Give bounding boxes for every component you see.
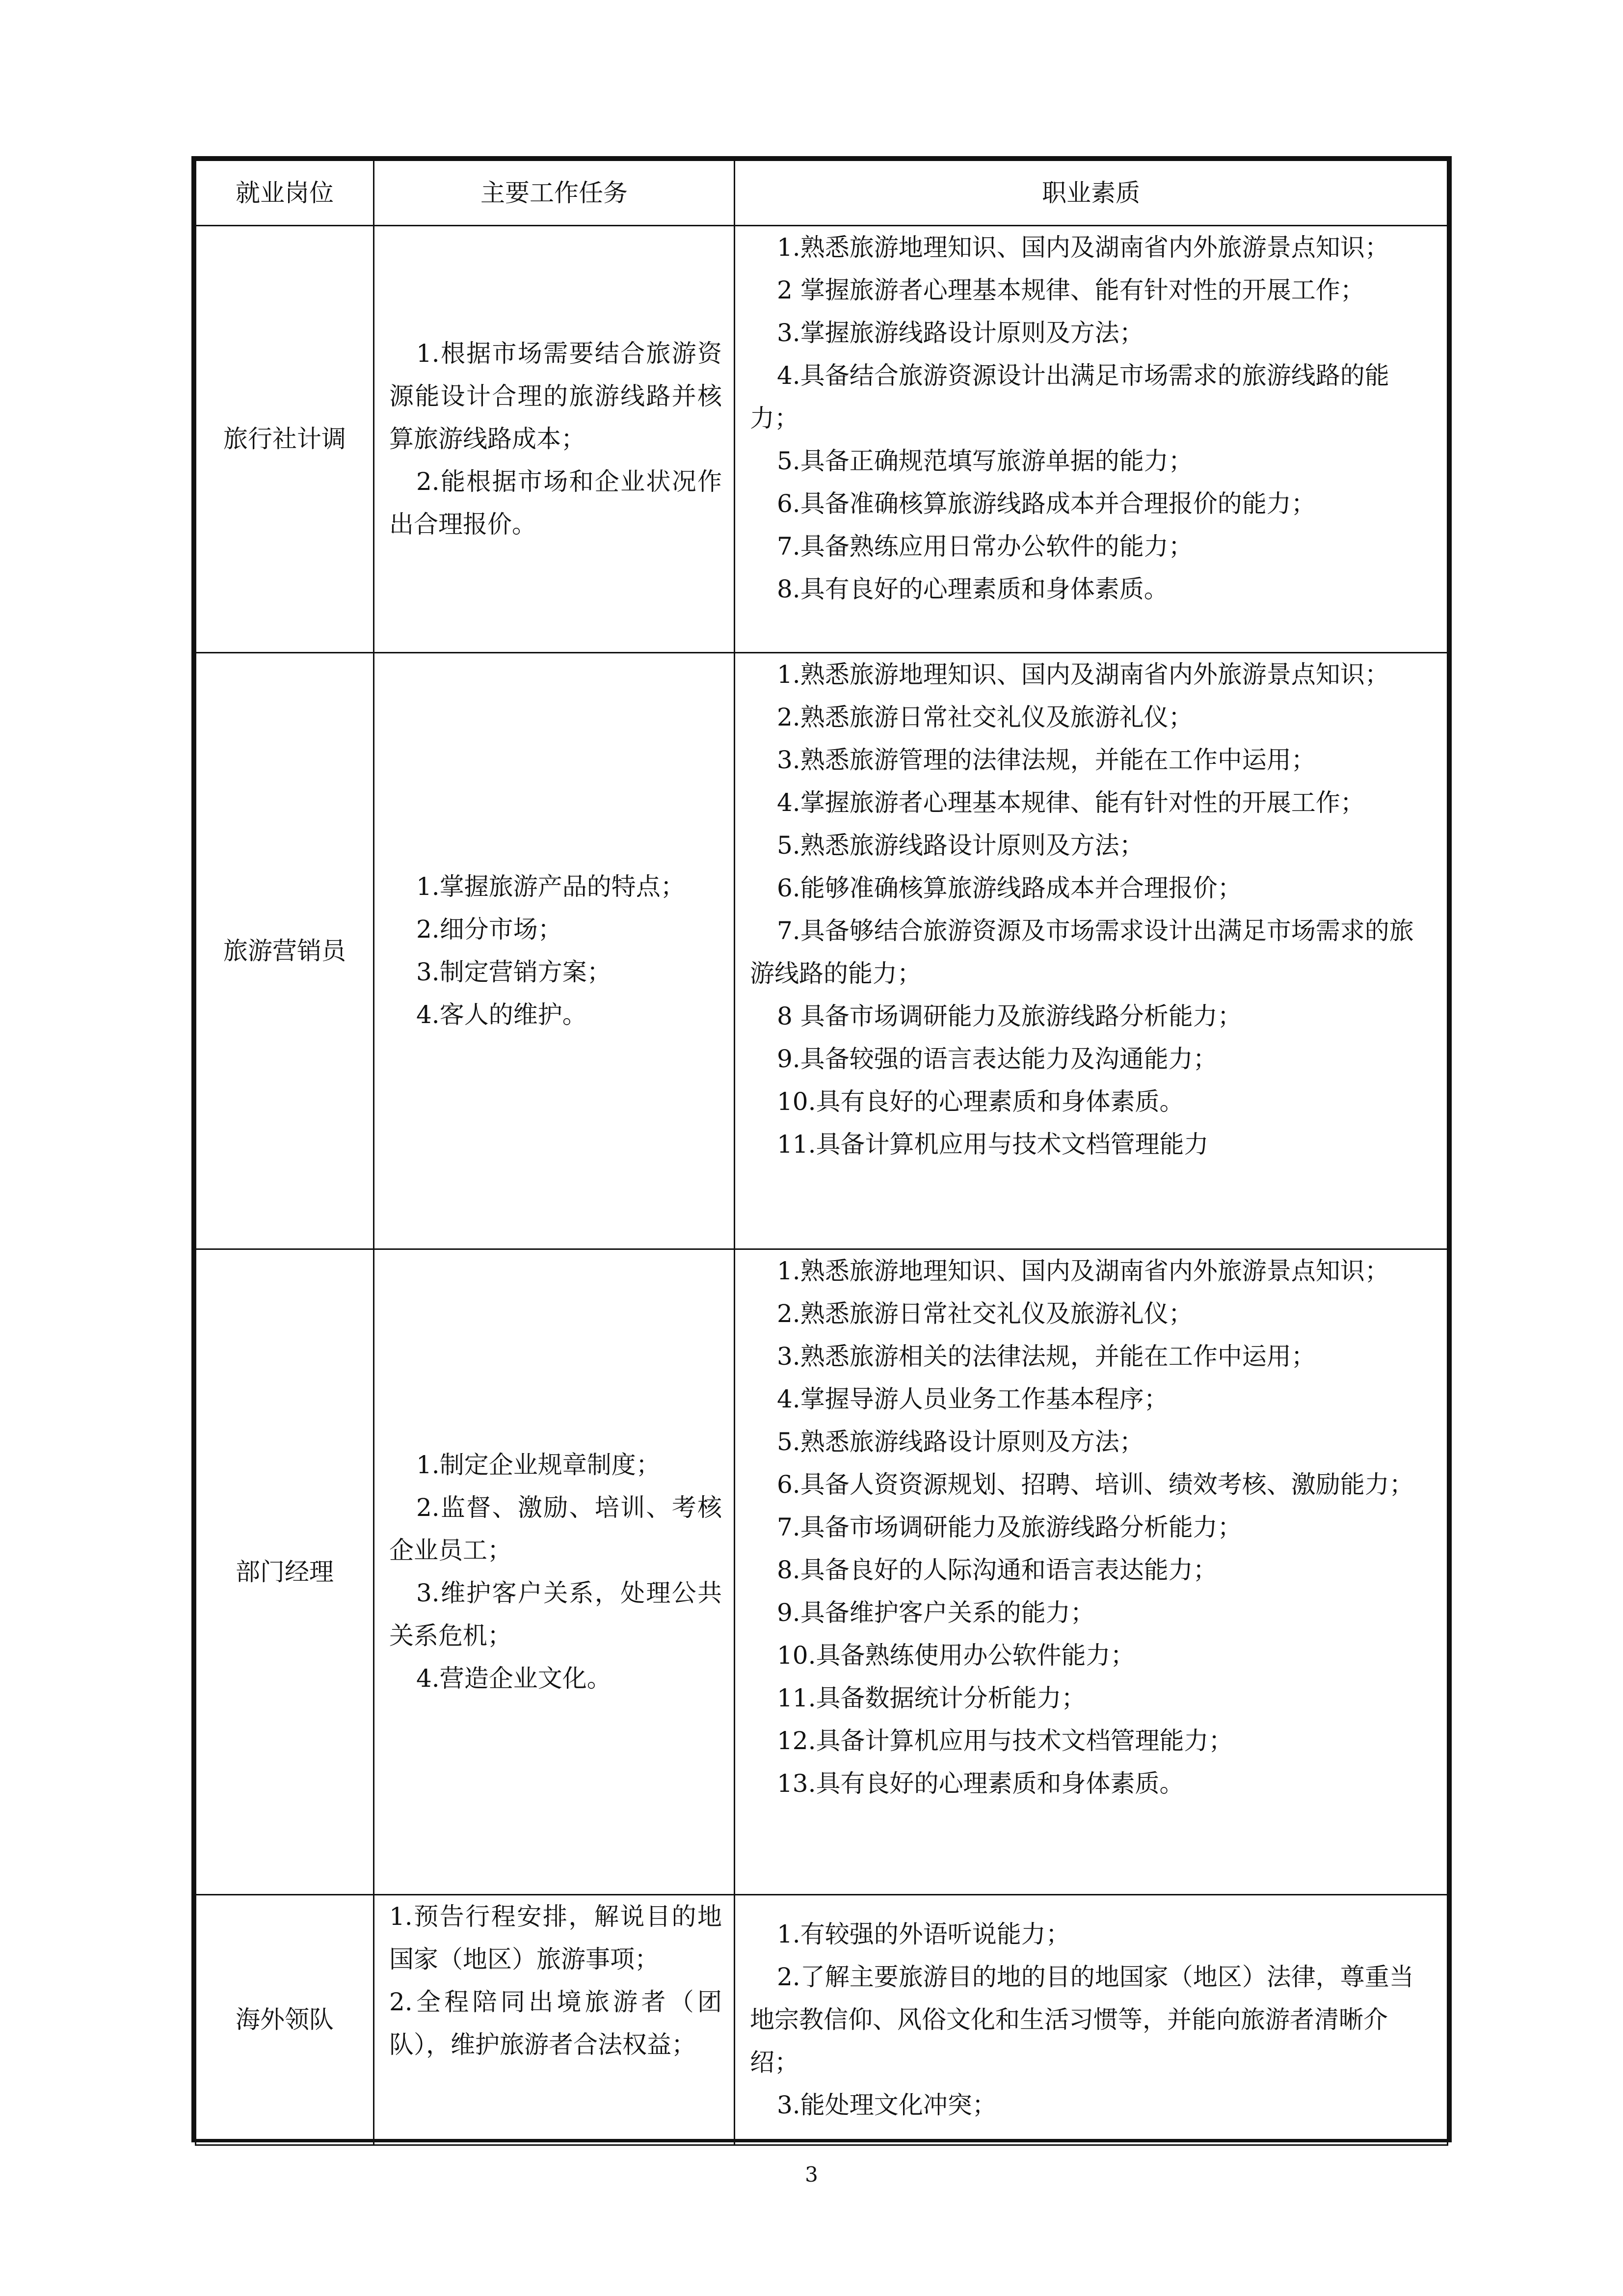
quality-item: 3.熟悉旅游管理的法律法规，并能在工作中运用；: [777, 746, 1316, 774]
header-tasks: 主要工作任务: [374, 161, 735, 226]
quality-item: 3.能处理文化冲突；: [777, 2091, 997, 2119]
quality-item: 6.具备准确核算旅游线路成本并合理报价的能力；: [777, 489, 1316, 518]
quality-item: 4.掌握旅游者心理基本规律、能有针对性的开展工作；: [777, 788, 1365, 817]
tasks-cell: [374, 226, 735, 653]
table-row: [196, 1895, 1448, 2145]
quality-item: 1.有较强的外语听说能力；: [777, 1920, 1070, 1948]
page-number: 3: [805, 2162, 818, 2187]
task-item: 4.营造企业文化。: [416, 1664, 612, 1693]
quality-item: 3.熟悉旅游相关的法律法规，并能在工作中运用；: [777, 1342, 1316, 1371]
quality-item: 8 具备市场调研能力及旅游线路分析能力；: [777, 1002, 1242, 1030]
post-cell: 海外领队: [196, 1895, 374, 2145]
quality-item: 3.掌握旅游线路设计原则及方法；: [777, 319, 1144, 347]
qualities-cell: [735, 653, 1448, 1249]
task-item: 1.掌握旅游产品的特点；: [416, 872, 685, 901]
quality-item: 1.熟悉旅游地理知识、国内及湖南省内外旅游景点知识；: [777, 233, 1389, 262]
task-item: 1.预告行程安排，解说目的地国家（地区）旅游事项；: [389, 1902, 722, 1973]
quality-item: 10.具备熟练使用办公软件能力；: [777, 1641, 1135, 1670]
quality-item: 7.具备够结合旅游资源及市场需求设计出满足市场需求的旅游线路的能力；: [750, 917, 1414, 988]
quality-item: 7.具备熟练应用日常办公软件的能力；: [777, 532, 1193, 561]
quality-item: 2.熟悉旅游日常社交礼仪及旅游礼仪；: [777, 1299, 1193, 1328]
qualities-cell: [735, 1249, 1448, 1895]
table-row: [196, 653, 1448, 1249]
quality-item: 4.掌握导游人员业务工作基本程序；: [777, 1385, 1169, 1413]
task-item: 1.根据市场需要结合旅游资源能设计合理的旅游线路并核算旅游线路成本；: [389, 339, 722, 453]
quality-item: 10.具有良好的心理素质和身体素质。: [777, 1087, 1184, 1116]
quality-item: 1.熟悉旅游地理知识、国内及湖南省内外旅游景点知识；: [777, 1257, 1389, 1285]
quality-item: 9.具备较强的语言表达能力及沟通能力；: [777, 1045, 1218, 1073]
quality-item: 4.具备结合旅游资源设计出满足市场需求的旅游线路的能力；: [750, 361, 1389, 432]
tasks-cell: [374, 653, 735, 1249]
header-row: [196, 161, 1448, 226]
task-item: 2.全程陪同出境旅游者（团队），维护旅游者合法权益；: [389, 1988, 722, 2059]
task-item: 2.监督、激励、培训、考核企业员工；: [389, 1493, 722, 1565]
table-row: [196, 226, 1448, 653]
job-qualification-table: [191, 156, 1452, 2142]
post-cell: 部门经理: [196, 1249, 374, 1895]
quality-item: 5.熟悉旅游线路设计原则及方法；: [777, 831, 1144, 860]
quality-item: 5.具备正确规范填写旅游单据的能力；: [777, 447, 1193, 475]
table: [195, 160, 1448, 2146]
quality-item: 8.具有良好的心理素质和身体素质。: [777, 575, 1169, 603]
task-item: 2.细分市场；: [416, 915, 562, 944]
quality-item: 11.具备数据统计分析能力；: [777, 1684, 1086, 1712]
task-item: 3.制定营销方案；: [416, 958, 612, 986]
quality-item: 7.具备市场调研能力及旅游线路分析能力；: [777, 1513, 1242, 1541]
tasks-cell: [374, 1249, 735, 1895]
table-row: [196, 1249, 1448, 1895]
task-item: 2.能根据市场和企业状况作出合理报价。: [389, 467, 722, 539]
quality-item: 5.熟悉旅游线路设计原则及方法；: [777, 1428, 1144, 1456]
post-cell: 旅行社计调: [196, 226, 374, 653]
tasks-cell: [374, 1895, 735, 2145]
quality-item: 2 掌握旅游者心理基本规律、能有针对性的开展工作；: [777, 276, 1365, 304]
quality-item: 6.具备人资资源规划、招聘、培训、绩效考核、激励能力；: [777, 1470, 1414, 1499]
header-qualities: 职业素质: [735, 161, 1448, 226]
quality-item: 9.具备维护客户关系的能力；: [777, 1598, 1095, 1627]
qualities-cell: [735, 226, 1448, 653]
quality-item: 1.熟悉旅游地理知识、国内及湖南省内外旅游景点知识；: [777, 660, 1389, 689]
quality-item: 6.能够准确核算旅游线路成本并合理报价；: [777, 874, 1242, 902]
quality-item: 2.熟悉旅游日常社交礼仪及旅游礼仪；: [777, 703, 1193, 731]
task-item: 4.客人的维护。: [416, 1000, 587, 1029]
quality-item: 12.具备计算机应用与技术文档管理能力；: [777, 1727, 1233, 1755]
quality-item: 13.具有良好的心理素质和身体素质。: [777, 1769, 1184, 1798]
header-post: 就业岗位: [196, 161, 374, 226]
qualities-cell: [735, 1895, 1448, 2145]
quality-item: 11.具备计算机应用与技术文档管理能力: [777, 1130, 1209, 1159]
task-item: 3.维护客户关系，处理公共关系危机；: [389, 1579, 722, 1650]
task-item: 1.制定企业规章制度；: [416, 1451, 661, 1479]
quality-item: 8.具备良好的人际沟通和语言表达能力；: [777, 1556, 1218, 1584]
post-cell: 旅游营销员: [196, 653, 374, 1249]
quality-item: 2.了解主要旅游目的地的目的地国家（地区）法律，尊重当地宗教信仰、风俗文化和生活习惯等，并能向旅游者清晰介绍；: [750, 1963, 1414, 2077]
